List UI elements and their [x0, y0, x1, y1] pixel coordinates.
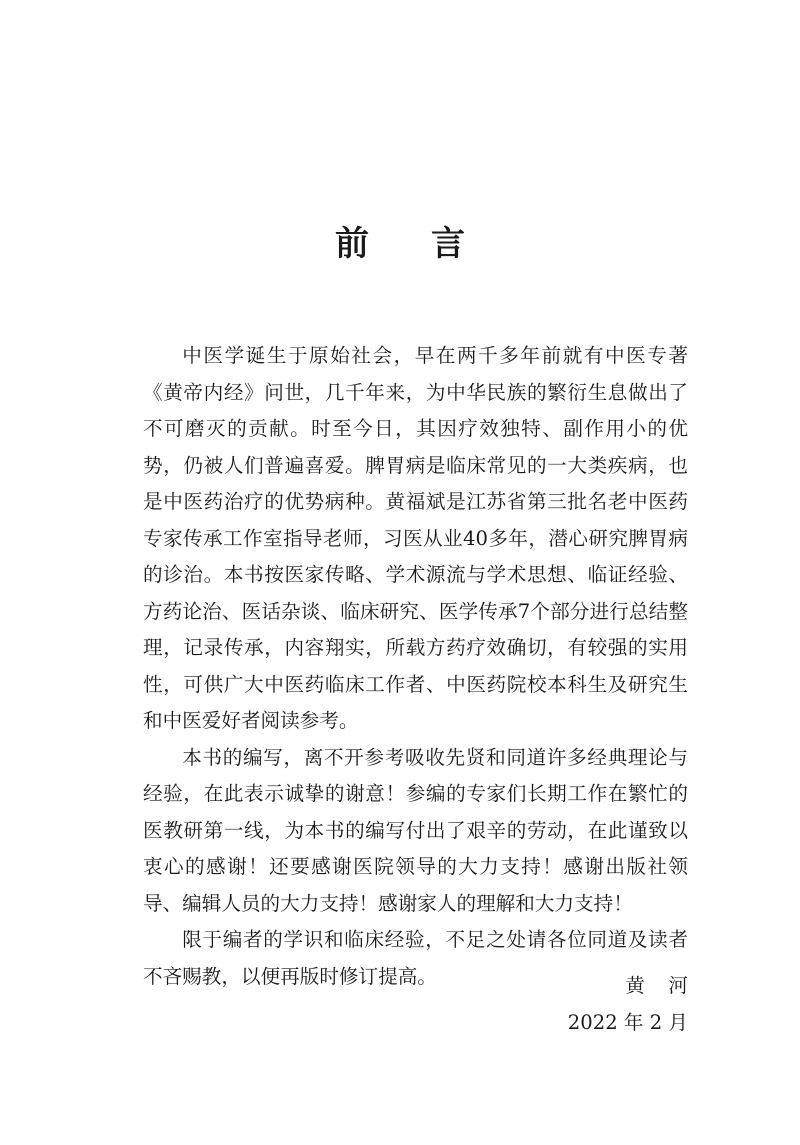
date-line: 2022 年 2 月: [567, 1010, 688, 1034]
author-name-text: 黄河: [625, 974, 712, 997]
paragraph-2: 本书的编写，离不开参考吸收先贤和同道许多经典理论与经验，在此表示诚挚的谢意！参编的专家们长期工作在繁忙的医教研第一线，为本书的编写付出了艰辛的劳动，在此谨致以衷心的感谢！还要感谢医院领导的大力支持！感谢出版社领导、编辑人员的大力支持！感谢家人的理解和大力支持！: [143, 745, 688, 915]
author-name: [568, 968, 712, 1005]
page-title: 前言: [335, 224, 527, 264]
preface-body: [143, 338, 688, 995]
signature-block: [567, 968, 712, 1041]
paragraph-3: 限于编者的学识和临床经验，不足之处请各位同道及读者不吝赐教，以便再版时修订提高。: [143, 928, 688, 988]
paragraph-1: 中医学诞生于原始社会，早在两千多年前就有中医专著《黄帝内经》问世，几千年来，为中华民族的繁衍生息做出了不可磨灭的贡献。时至今日，其因疗效独特、副作用小的优势，仍被人们普遍喜爱。脾胃病是临床常见的一大类疾病，也是中医药治疗的优势病种。黄福斌是江苏省第三批名老中医药专家传承工作室指导老师，习医从业40多年，潜心研究脾胃病的诊治。本书按医家传略、学术源流与学术思想、临证经验、方药论治、医话杂谈、临床研究、医学传承7个部分进行总结整理，记录传承，内容翔实，所载方药疗效确切，有较强的实用性，可供广大中医药临床工作者、中医药院校本科生及研究生和中医爱好者阅读参考。: [143, 344, 688, 732]
